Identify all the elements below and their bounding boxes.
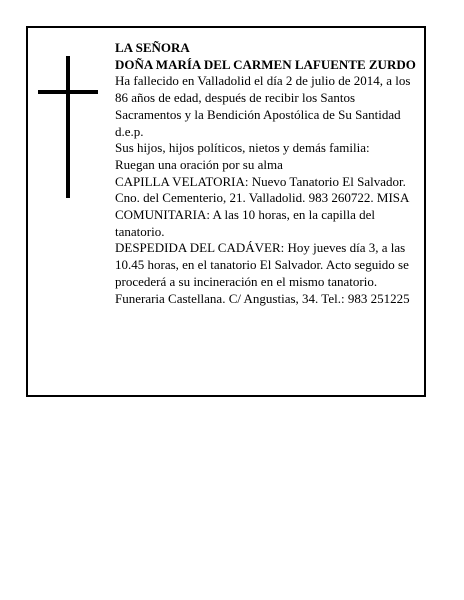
prayer-request: Ruegan una oración por su alma [115,156,283,172]
cross-icon [38,56,98,198]
cross-vertical-bar [66,56,70,198]
obituary-notice [26,26,426,397]
rip-text: d.e.p. [115,123,144,139]
chapel-info: CAPILLA VELATORIA: Nuevo Tanatorio El Salvador. Cno. del Cementerio, 21. Valladolid. 983 260722. MISA COMUNITARIA: A las 10 horas, en la capilla del tanatorio. [115,173,409,239]
death-statement: Ha fallecido en Valladolid el día 2 de julio de 2014, a los 86 años de edad, después de recibir los Santos Sacramentos y la Bendición Apostólica de Su Santidad [115,73,411,122]
notice-text-block [115,40,423,307]
family-text: Sus hijos, hijos políticos, nietos y demás familia: [115,140,370,156]
funeral-home-info: Funeraria Castellana. C/ Angustias, 34. Tel.: 983 251225 [115,290,410,306]
farewell-info: DESPEDIDA DEL CADÁVER: Hoy jueves día 3, a las 10.45 horas, en el tanatorio El Salvador. Acto seguido se procederá a su incineración en el mismo tanatorio. [115,240,409,289]
notice-title: LA SEÑORA [115,40,190,55]
cross-horizontal-bar [38,90,98,94]
deceased-name: DOÑA MARÍA DEL CARMEN LAFUENTE ZURDO [115,56,416,72]
